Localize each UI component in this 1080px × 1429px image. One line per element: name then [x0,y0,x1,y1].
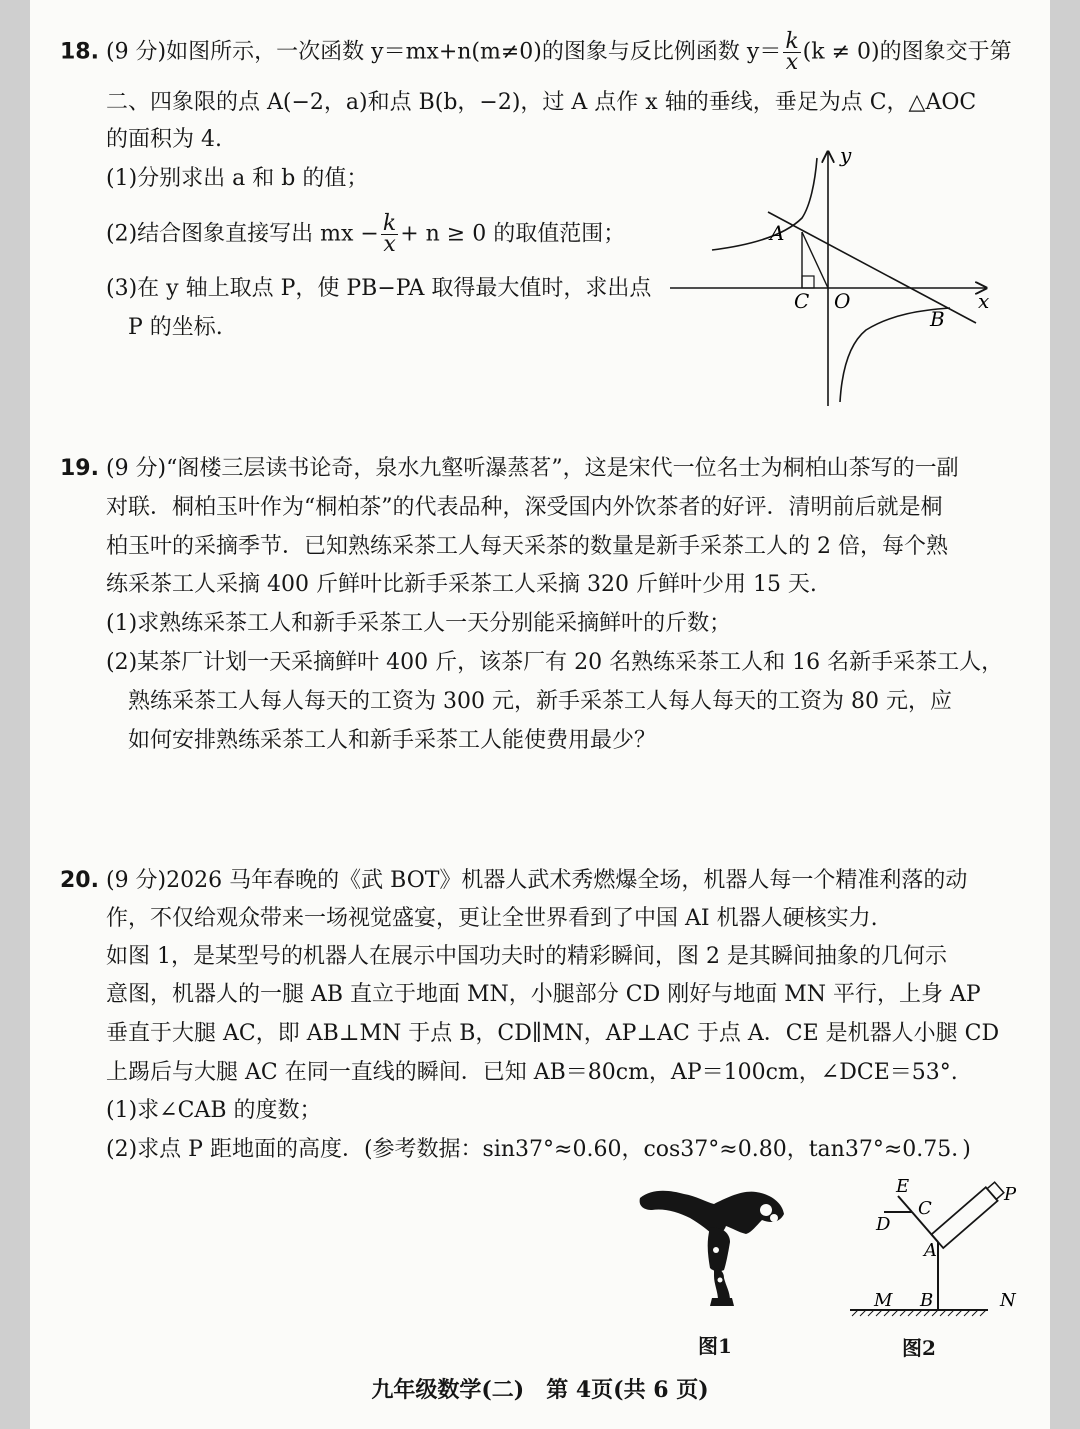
q20-line-1 [60,866,967,896]
q19-part-2-cont-2: 如何安排熟练采茶工人和新手采茶工人能使费用最少？ [128,728,657,753]
frac-numerator: k [785,29,799,54]
q20-number: 20. [60,868,99,893]
q20-line-3: 如图 1，是某型号的机器人在展示中国功夫时的精彩瞬间，图 2 是其瞬间抽象的几何示 [106,944,947,969]
exam-page [30,0,1050,1429]
q18-function-graph [670,148,1000,413]
segment-ce [898,1196,912,1212]
q18-part-1: (1)分别求出 a 和 b 的值； [106,166,369,191]
q18-part-3: (3)在 y 轴上取点 P，使 PB−PA 取得最大值时，求出点 [106,276,652,301]
q19-part-2-cont-1: 熟练采茶工人每人每天的工资为 300 元，新手采茶工人每人每天的工资为 80 元，应 [128,689,952,714]
q18-line-2: 二、四象限的点 A(−2，a)和点 B(b，−2)，过 A 点作 x 轴的垂线，垂足为点 C，△AOC [106,90,977,115]
label-c: C [794,289,810,313]
q20-line-2: 作，不仅给观众带来一场视觉盛宴，更让全世界看到了中国 AI 机器人硬核实力. [106,906,878,931]
q20-line-6: 上踢后与大腿 AC 在同一直线的瞬间．已知 AB＝80cm，AP＝100cm，∠DCE＝53°. [106,1060,958,1085]
q18-part-2 [106,211,626,257]
figure-2-caption: 图2 [902,1336,936,1360]
label-d: D [876,1214,891,1235]
q18-line-1 [60,29,1012,75]
q18-part-3-cont: P 的坐标. [128,315,223,340]
label-p: P [1004,1184,1017,1205]
q18-line-3: 的面积为 4. [106,127,222,152]
q18-number: 18. [60,39,99,65]
label-x: x [978,289,990,313]
label-e: E [896,1176,910,1197]
q18-part-2-fraction [381,211,398,257]
robot-figure-1 [634,1180,794,1320]
q19-part-1: (1)求熟练采茶工人和新手采茶工人一天分别能采摘鲜叶的斤数； [106,611,732,636]
label-a: A [770,221,785,245]
q18-fraction-k-over-x [783,29,800,75]
label-o: O [834,289,851,313]
q19-line-1 [60,454,959,484]
q18-text-1-tail: (k ≠ 0)的图象交于第 [802,39,1012,65]
q19-number: 19. [60,456,99,481]
segment-ao [802,232,828,288]
q20-part-1: (1)求∠CAB 的度数； [106,1098,322,1123]
label-b: B [930,307,945,331]
label-a: A [924,1240,937,1261]
right-angle-mark [802,276,814,288]
q19-line-2: 对联．桐柏玉叶作为“桐柏茶”的代表品种，深受国内外饮茶者的好评．清明前后就是桐 [106,495,943,520]
body-ap [931,1181,1005,1248]
hyperbola-branch-q2 [712,158,817,250]
q20-text-1: (9 分)2026 马年春晚的《武 BOT》机器人武术秀燃爆全场，机器人每一个精准利落的动 [105,868,968,893]
q18-part-2-text: (2)结合图象直接写出 mx − [106,221,379,247]
q19-part-2: (2)某茶厂计划一天采摘鲜叶 400 斤，该茶厂有 20 名熟练采茶工人和 16 名新手采茶工人， [106,650,1004,675]
q20-line-5: 垂直于大腿 AC，即 AB⊥MN 于点 B，CD∥MN，AP⊥AC 于点 A．CE 是机器人小腿 CD [106,1021,1000,1046]
frac-denominator: x [383,232,396,257]
q19-line-3: 柏玉叶的采摘季节．已知熟练采茶工人每天采茶的数量是新手采茶工人的 2 倍，每个熟 [106,534,948,559]
label-n: N [1000,1290,1016,1311]
label-c: C [918,1198,932,1219]
figure-1-caption: 图1 [698,1334,732,1358]
q19-line-4: 练采茶工人采摘 400 斤鲜叶比新手采茶工人采摘 320 斤鲜叶少用 15 天. [106,572,817,597]
frac-numerator: k [382,211,397,236]
q20-line-4: 意图，机器人的一腿 AB 直立于地面 MN，小腿部分 CD 刚好与地面 MN 平行，上身 AP [106,982,981,1007]
q19-text-1: (9 分)“阁楼三层读书论奇，泉水九壑听瀑蒸茗”，这是宋代一位名士为桐柏山茶写的一副 [105,456,959,481]
page-footer: 九年级数学(二) 第 4页(共 6 页) [371,1377,709,1403]
q18-text-1: (9 分)如图所示，一次函数 y＝mx+n(m≠0)的图象与反比例函数 y＝ [105,39,782,65]
label-y: y [840,148,852,167]
label-m: M [874,1290,893,1311]
label-b: B [920,1290,934,1311]
frac-denominator: x [785,50,799,75]
q18-part-2-tail: + n ≥ 0 的取值范围； [400,221,626,247]
geometry-figure-2 [838,1170,1038,1330]
q20-part-2: (2)求点 P 距地面的高度．(参考数据：sin37°≈0.60，cos37°≈0.80，tan37°≈0.75．) [106,1137,971,1162]
